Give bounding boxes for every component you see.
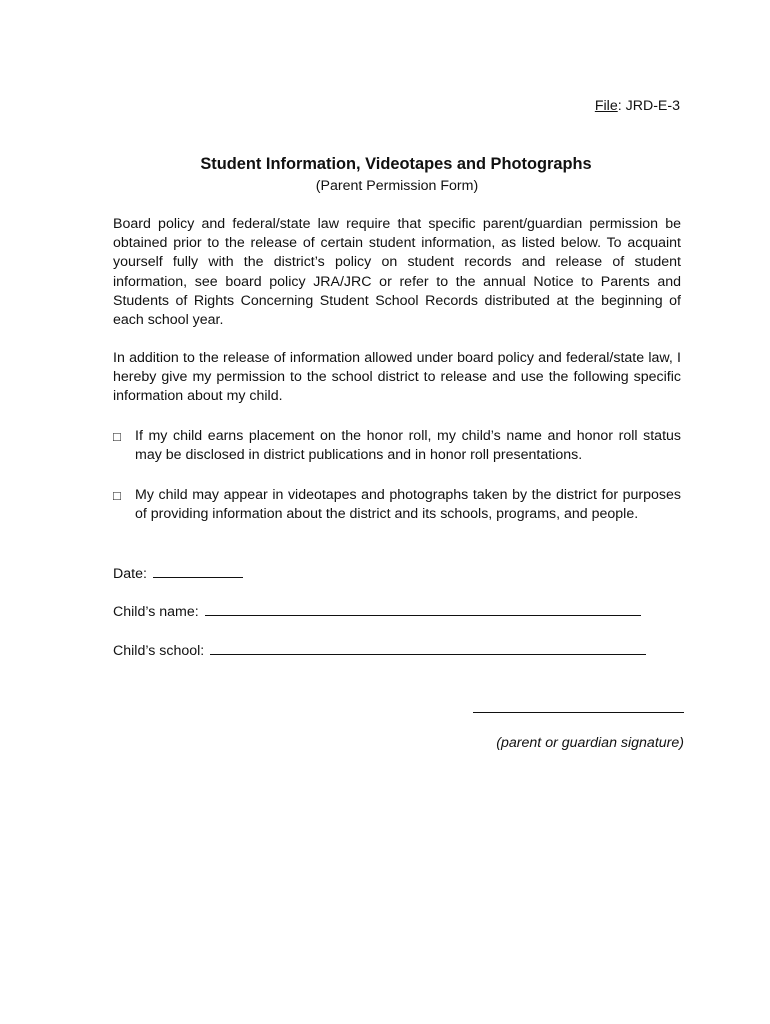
honor-roll-option[interactable] bbox=[113, 427, 681, 465]
file-code: : JRD-E-3 bbox=[617, 98, 680, 114]
document-title: Student Information, Videotapes and Photographs bbox=[200, 155, 592, 173]
child-school-input-line[interactable] bbox=[210, 640, 646, 655]
checkbox-icon[interactable]: □ bbox=[113, 429, 121, 444]
signature-label: (parent or guardian signature) bbox=[496, 735, 684, 751]
child-name-label: Child’s name: bbox=[113, 604, 199, 620]
date-input-line[interactable] bbox=[153, 563, 243, 578]
permission-paragraph: In addition to the release of information allowed under board policy and federal/state law, I hereby give my permission to the school district to release and use the following specific information about my child. bbox=[113, 350, 681, 405]
date-label: Date: bbox=[113, 566, 147, 582]
file-label: File bbox=[594, 98, 618, 114]
child-name-field bbox=[113, 601, 641, 620]
signature-line[interactable] bbox=[473, 712, 684, 713]
honor-roll-option-text: If my child earns placement on the honor roll, my child’s name and honor roll status may be disclosed in district publications and in honor roll presentations. bbox=[135, 428, 681, 464]
file-reference bbox=[595, 98, 680, 114]
checkbox-icon[interactable]: □ bbox=[113, 488, 121, 503]
child-school-field bbox=[113, 640, 646, 659]
child-school-label: Child’s school: bbox=[113, 643, 205, 659]
media-option-text: My child may appear in videotapes and photographs taken by the district for purposes of providing information about the district and its schools, programs, and people. bbox=[135, 487, 681, 523]
media-option[interactable] bbox=[113, 486, 681, 524]
date-field bbox=[113, 563, 243, 582]
document-subtitle: (Parent Permission Form) bbox=[315, 178, 479, 194]
policy-paragraph: Board policy and federal/state law require that specific parent/guardian permission be obtained prior to the release of certain student information, as listed below. To acquaint yourself fully with the district’s policy on student records and release of student information, see board policy JRA/JRC or refer to the annual Notice to Parents and Students of Rights Concerning Student School Records distributed at the beginning of each school year. bbox=[113, 216, 681, 329]
child-name-input-line[interactable] bbox=[205, 601, 641, 616]
